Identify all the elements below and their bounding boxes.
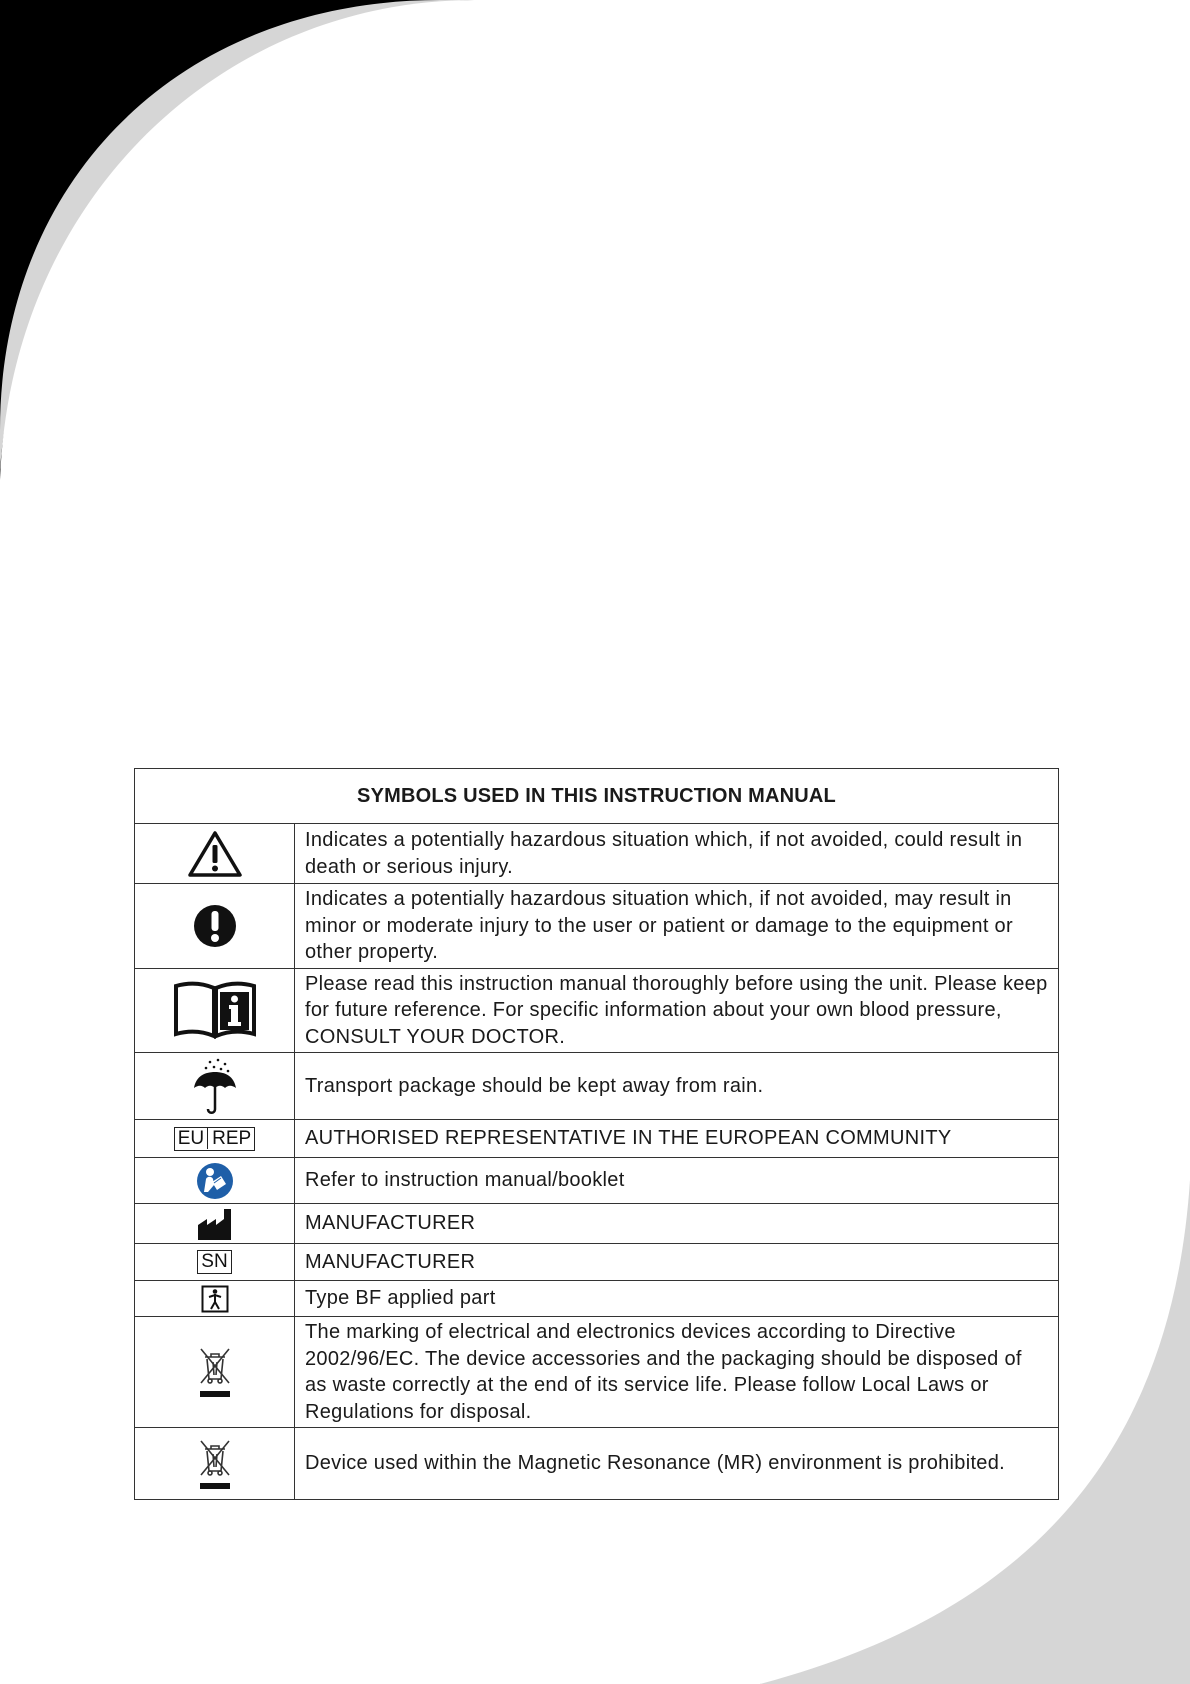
refer-to-manual-icon (196, 1162, 234, 1200)
symbol-description: Transport package should be kept away from rain. (295, 1053, 1059, 1120)
symbol-description: Device used within the Magnetic Resonance (MR) environment is prohibited. (295, 1428, 1059, 1500)
table-row (135, 824, 1059, 884)
symbol-cell (135, 884, 295, 969)
symbol-cell (135, 968, 295, 1053)
symbol-description: Refer to instruction manual/booklet (295, 1158, 1059, 1204)
symbol-description: AUTHORISED REPRESENTATIVE IN THE EUROPEAN COMMUNITY (295, 1120, 1059, 1158)
table-row (135, 968, 1059, 1053)
keep-dry-umbrella-icon (190, 1056, 240, 1116)
table-row (135, 1204, 1059, 1244)
symbol-description: The marking of electrical and electronics devices according to Directive 2002/96/EC. The device accessories and the packaging should be disposed of as waste correctly at the end of its service life. Please follow Local Laws or Regulations for disposal. (295, 1317, 1059, 1428)
symbol-description: MANUFACTURER (295, 1244, 1059, 1281)
symbols-table (134, 768, 1059, 1500)
table-row (135, 1244, 1059, 1281)
serial-number-icon: SN (197, 1250, 231, 1274)
weee-crossed-bin-icon (196, 1435, 234, 1493)
table-row (135, 1053, 1059, 1120)
factory-icon (196, 1207, 234, 1241)
symbol-cell (135, 824, 295, 884)
table-row (135, 1281, 1059, 1317)
symbol-description: Please read this instruction manual thoroughly before using the unit. Please keep for future reference. For specific information about your own blood pressure, CONSULT YOUR DOCTOR. (295, 968, 1059, 1053)
type-bf-applied-part-icon (201, 1285, 229, 1313)
symbol-description: MANUFACTURER (295, 1204, 1059, 1244)
eu-rep-icon-text: EU (177, 1127, 205, 1149)
table-row (135, 1120, 1059, 1158)
table-title: SYMBOLS USED IN THIS INSTRUCTION MANUAL (135, 769, 1059, 824)
symbol-cell (135, 1158, 295, 1204)
symbol-description: Indicates a potentially hazardous situation which, if not avoided, may result in minor or moderate injury to the user or patient or damage to the equipment or other property. (295, 884, 1059, 969)
symbol-cell (135, 1204, 295, 1244)
table-row (135, 884, 1059, 969)
symbol-cell (135, 1317, 295, 1428)
symbol-cell (135, 1053, 295, 1120)
symbol-description: Type BF applied part (295, 1281, 1059, 1317)
symbol-description: Indicates a potentially hazardous situation which, if not avoided, could result in death or serious injury. (295, 824, 1059, 884)
eu-rep-icon (174, 1127, 255, 1151)
read-manual-icon (172, 980, 258, 1040)
caution-circle-icon (192, 903, 238, 949)
symbol-cell (135, 1244, 295, 1281)
eu-rep-icon-text: REP (207, 1128, 251, 1149)
symbol-cell (135, 1428, 295, 1500)
weee-crossed-bin-icon (196, 1343, 234, 1401)
table-row (135, 1428, 1059, 1500)
symbol-cell (135, 1281, 295, 1317)
table-row (135, 1317, 1059, 1428)
warning-triangle-icon (187, 830, 243, 878)
table-row (135, 1158, 1059, 1204)
symbol-cell (135, 1120, 295, 1158)
table-header-row (135, 769, 1059, 824)
